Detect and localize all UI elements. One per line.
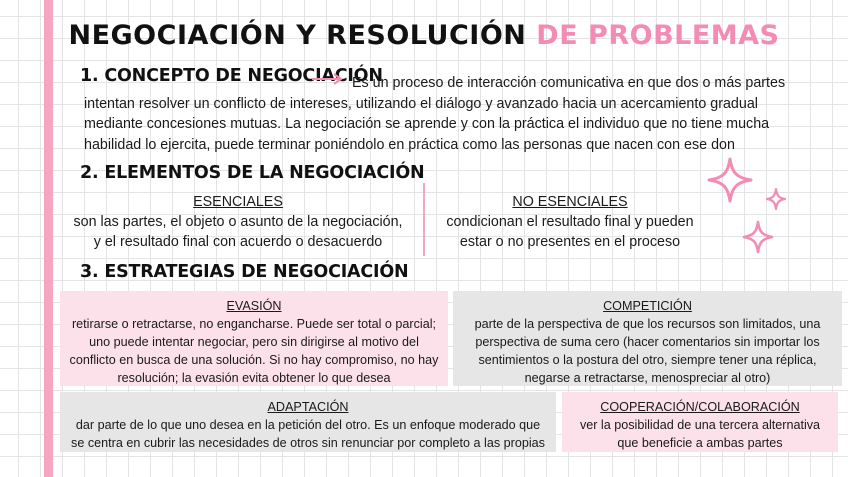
cooperacion-title: COOPERACIÓN/COLABORACIÓN	[600, 400, 800, 414]
evasion-line-4: resolución; la evasión evita obtener lo que desea	[117, 371, 391, 385]
evasion-title: EVASIÓN	[226, 299, 282, 313]
esenciales-line-2: y el resultado final con acuerdo o desacuerdo	[93, 234, 383, 250]
definition-line-3: mediante concesiones mutuas. La negociación se aprende y con la práctica el individuo que no tiene mucha	[84, 116, 770, 132]
strategy-competicion-card	[453, 291, 842, 386]
definition-line-1: Es un proceso de interacción comunicativa en que dos o más partes	[352, 75, 786, 91]
title-main: NEGOCIACIÓN Y RESOLUCIÓN	[68, 20, 527, 51]
section3-heading: 3. ESTRATEGIAS DE NEGOCIACIÓN	[80, 262, 409, 282]
section1-definition	[84, 73, 829, 155]
competicion-line-1: parte de la perspectiva de que los recursos son limitados, una	[474, 317, 821, 331]
column-divider	[423, 183, 425, 256]
no-esenciales-line-2: estar o no presentes en el proceso	[459, 234, 681, 250]
esenciales-title: ESENCIALES	[193, 194, 283, 210]
strategy-cooperacion-card	[562, 392, 838, 452]
sparkle-icon	[707, 157, 753, 203]
adaptacion-line-1: dar parte de lo que uno desea en la petición del otro. Es un enfoque moderado que	[75, 418, 541, 432]
competicion-line-2: perspectiva de suma cero (hacer comentarios sin importar los	[475, 335, 820, 349]
strategy-evasion-card	[60, 291, 448, 386]
cooperacion-line-2: que beneficie a ambas partes	[617, 436, 783, 450]
esenciales-line-1: son las partes, el objeto o asunto de la negociación,	[73, 214, 403, 230]
competicion-line-3: sentimientos o la postura del otro, siempre tener una réplica,	[478, 353, 817, 367]
cooperacion-line-1: ver la posibilidad de una tercera alternativa	[579, 418, 821, 432]
competicion-line-4: negarse a retractarse, menospreciar al otro)	[524, 371, 771, 385]
definition-line-2: intentan resolver un conflicto de intereses, utilizando el diálogo y avanzado hacia un acercamiento gradual	[84, 95, 758, 112]
title-highlight: DE PROBLEMAS	[536, 20, 780, 51]
no-esenciales-title: NO ESENCIALES	[512, 194, 628, 210]
sparkle-icon	[766, 188, 786, 210]
page-title	[0, 20, 848, 51]
strategy-adaptacion-card	[60, 392, 556, 452]
definition-line-4: habilidad lo ejercita, puede terminar poniéndolo en práctica como las personas que nacen con ese don	[84, 136, 735, 153]
section1-heading: 1. CONCEPTO DE NEGOCIACIÓN	[80, 66, 383, 86]
evasion-line-2: uno puede intentar negociar, pero sin dirigirse al motivo del	[89, 335, 419, 349]
esenciales-block	[58, 192, 418, 252]
competicion-title: COMPETICIÓN	[603, 299, 692, 313]
evasion-line-3: conflicto en busca de una solución. Si no hay compromiso, no hay	[69, 353, 439, 367]
evasion-line-1: retirarse o retractarse, no engancharse. Puede ser total o parcial;	[71, 317, 436, 331]
no-esenciales-line-1: condicionan el resultado final y pueden	[446, 214, 694, 230]
adaptacion-title: ADAPTACIÓN	[267, 400, 349, 414]
adaptacion-line-2: se centra en cubrir las necesidades de otros sin renunciar por completo a las propias	[71, 436, 545, 450]
sparkle-icon	[742, 220, 774, 254]
no-esenciales-block	[430, 192, 710, 252]
side-accent-bar	[44, 0, 53, 477]
section2-heading: 2. ELEMENTOS DE LA NEGOCIACIÓN	[80, 163, 425, 183]
